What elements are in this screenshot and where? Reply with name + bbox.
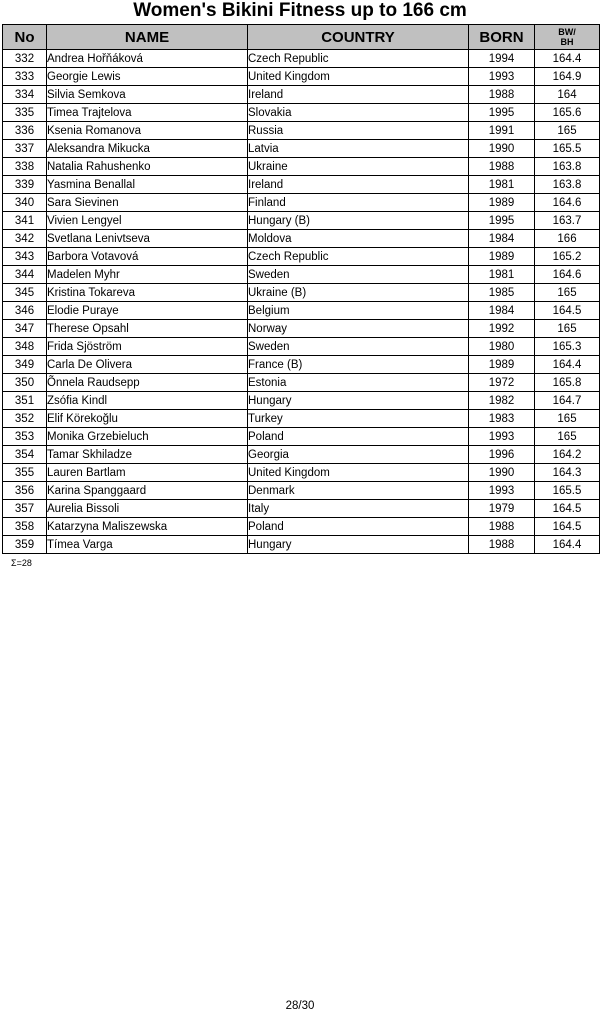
cell-born: 1989 xyxy=(469,248,535,266)
cell-no: 358 xyxy=(3,518,47,536)
cell-country: Sweden xyxy=(248,266,469,284)
cell-bw-bh: 165 xyxy=(535,284,600,302)
cell-bw-bh: 164.7 xyxy=(535,392,600,410)
cell-born: 1982 xyxy=(469,392,535,410)
cell-born: 1992 xyxy=(469,320,535,338)
cell-name: Andrea Hořňáková xyxy=(47,50,248,68)
table-header xyxy=(3,25,600,50)
cell-no: 352 xyxy=(3,410,47,428)
header-country: COUNTRY xyxy=(248,25,469,50)
header-name: NAME xyxy=(47,25,248,50)
cell-country: Sweden xyxy=(248,338,469,356)
cell-born: 1995 xyxy=(469,212,535,230)
cell-no: 356 xyxy=(3,482,47,500)
cell-born: 1989 xyxy=(469,194,535,212)
cell-country: Denmark xyxy=(248,482,469,500)
competitor-table xyxy=(2,24,600,554)
cell-no: 336 xyxy=(3,122,47,140)
table-row xyxy=(3,464,600,482)
table-row xyxy=(3,68,600,86)
cell-country: Moldova xyxy=(248,230,469,248)
cell-country: Ireland xyxy=(248,86,469,104)
header-bw-bottom: BH xyxy=(560,37,574,47)
table-row xyxy=(3,140,600,158)
cell-no: 349 xyxy=(3,356,47,374)
cell-bw-bh: 164.4 xyxy=(535,50,600,68)
total-count: Σ=28 xyxy=(11,558,32,568)
cell-bw-bh: 165.2 xyxy=(535,248,600,266)
cell-name: Yasmina Benallal xyxy=(47,176,248,194)
cell-bw-bh: 165 xyxy=(535,410,600,428)
cell-country: Estonia xyxy=(248,374,469,392)
table-body xyxy=(3,50,600,554)
cell-bw-bh: 166 xyxy=(535,230,600,248)
header-born: BORN xyxy=(469,25,535,50)
cell-bw-bh: 164.2 xyxy=(535,446,600,464)
page-number: 28/30 xyxy=(285,1000,315,1012)
cell-born: 1988 xyxy=(469,518,535,536)
cell-no: 339 xyxy=(3,176,47,194)
cell-born: 1990 xyxy=(469,140,535,158)
cell-no: 350 xyxy=(3,374,47,392)
cell-bw-bh: 165.3 xyxy=(535,338,600,356)
header-no: No xyxy=(3,25,47,50)
cell-name: Sara Sievinen xyxy=(47,194,248,212)
cell-country: Poland xyxy=(248,518,469,536)
cell-bw-bh: 165.8 xyxy=(535,374,600,392)
header-bw-top: BW/ xyxy=(558,27,576,37)
cell-born: 1995 xyxy=(469,104,535,122)
cell-no: 344 xyxy=(3,266,47,284)
cell-name: Monika Grzebieluch xyxy=(47,428,248,446)
table-row xyxy=(3,320,600,338)
table-row xyxy=(3,446,600,464)
table-row xyxy=(3,374,600,392)
cell-country: Poland xyxy=(248,428,469,446)
cell-no: 355 xyxy=(3,464,47,482)
cell-bw-bh: 164.9 xyxy=(535,68,600,86)
cell-name: Ksenia Romanova xyxy=(47,122,248,140)
cell-bw-bh: 164.4 xyxy=(535,536,600,554)
cell-born: 1979 xyxy=(469,500,535,518)
table-row xyxy=(3,410,600,428)
table-row xyxy=(3,230,600,248)
cell-no: 346 xyxy=(3,302,47,320)
cell-born: 1993 xyxy=(469,68,535,86)
cell-name: Natalia Rahushenko xyxy=(47,158,248,176)
cell-name: Tímea Varga xyxy=(47,536,248,554)
cell-country: Georgia xyxy=(248,446,469,464)
table-row xyxy=(3,212,600,230)
cell-country: Czech Republic xyxy=(248,248,469,266)
cell-name: Silvia Semkova xyxy=(47,86,248,104)
cell-country: Hungary (B) xyxy=(248,212,469,230)
cell-country: Latvia xyxy=(248,140,469,158)
cell-name: Lauren Bartlam xyxy=(47,464,248,482)
cell-name: Georgie Lewis xyxy=(47,68,248,86)
cell-no: 342 xyxy=(3,230,47,248)
cell-no: 345 xyxy=(3,284,47,302)
table-row xyxy=(3,266,600,284)
cell-name: Zsófia Kindl xyxy=(47,392,248,410)
cell-name: Madelen Myhr xyxy=(47,266,248,284)
cell-name: Timea Trajtelova xyxy=(47,104,248,122)
table-row xyxy=(3,284,600,302)
cell-bw-bh: 164.5 xyxy=(535,500,600,518)
cell-bw-bh: 164 xyxy=(535,86,600,104)
table-row xyxy=(3,536,600,554)
table-row xyxy=(3,158,600,176)
cell-name: Kristina Tokareva xyxy=(47,284,248,302)
cell-bw-bh: 164.6 xyxy=(535,194,600,212)
cell-country: United Kingdom xyxy=(248,68,469,86)
cell-name: Barbora Votavová xyxy=(47,248,248,266)
table-row xyxy=(3,50,600,68)
cell-country: Ukraine xyxy=(248,158,469,176)
cell-no: 357 xyxy=(3,500,47,518)
cell-name: Svetlana Lenivtseva xyxy=(47,230,248,248)
cell-bw-bh: 163.8 xyxy=(535,176,600,194)
cell-born: 1985 xyxy=(469,284,535,302)
table-row xyxy=(3,482,600,500)
cell-born: 1972 xyxy=(469,374,535,392)
header-row xyxy=(3,25,600,50)
cell-no: 337 xyxy=(3,140,47,158)
cell-born: 1983 xyxy=(469,410,535,428)
table-row xyxy=(3,194,600,212)
cell-born: 1981 xyxy=(469,176,535,194)
page-title: Women's Bikini Fitness up to 166 cm xyxy=(133,0,467,21)
table-row xyxy=(3,176,600,194)
cell-country: Ukraine (B) xyxy=(248,284,469,302)
cell-bw-bh: 163.7 xyxy=(535,212,600,230)
cell-name: Vivien Lengyel xyxy=(47,212,248,230)
cell-bw-bh: 165.6 xyxy=(535,104,600,122)
cell-country: Ireland xyxy=(248,176,469,194)
cell-no: 359 xyxy=(3,536,47,554)
cell-bw-bh: 165.5 xyxy=(535,482,600,500)
cell-bw-bh: 165 xyxy=(535,122,600,140)
cell-name: Katarzyna Maliszewska xyxy=(47,518,248,536)
table-row xyxy=(3,500,600,518)
cell-country: Belgium xyxy=(248,302,469,320)
cell-name: Elodie Puraye xyxy=(47,302,248,320)
cell-no: 340 xyxy=(3,194,47,212)
cell-born: 1988 xyxy=(469,86,535,104)
cell-country: Russia xyxy=(248,122,469,140)
cell-born: 1984 xyxy=(469,302,535,320)
cell-no: 333 xyxy=(3,68,47,86)
cell-no: 334 xyxy=(3,86,47,104)
cell-no: 348 xyxy=(3,338,47,356)
table-row xyxy=(3,428,600,446)
cell-name: Tamar Skhiladze xyxy=(47,446,248,464)
table-row xyxy=(3,392,600,410)
table-row xyxy=(3,302,600,320)
cell-name: Karina Spanggaard xyxy=(47,482,248,500)
cell-bw-bh: 165 xyxy=(535,320,600,338)
table-row xyxy=(3,86,600,104)
cell-name: Frida Sjöström xyxy=(47,338,248,356)
table-row xyxy=(3,104,600,122)
table-row xyxy=(3,518,600,536)
cell-country: Hungary xyxy=(248,536,469,554)
cell-name: Elif Körekoğlu xyxy=(47,410,248,428)
table-row xyxy=(3,248,600,266)
cell-bw-bh: 164.3 xyxy=(535,464,600,482)
cell-name: Aleksandra Mikucka xyxy=(47,140,248,158)
cell-no: 343 xyxy=(3,248,47,266)
cell-bw-bh: 165 xyxy=(535,428,600,446)
cell-country: Turkey xyxy=(248,410,469,428)
cell-country: Slovakia xyxy=(248,104,469,122)
cell-born: 1981 xyxy=(469,266,535,284)
cell-bw-bh: 165.5 xyxy=(535,140,600,158)
cell-country: Hungary xyxy=(248,392,469,410)
cell-bw-bh: 164.5 xyxy=(535,302,600,320)
cell-name: Õnnela Raudsepp xyxy=(47,374,248,392)
cell-no: 351 xyxy=(3,392,47,410)
cell-no: 347 xyxy=(3,320,47,338)
cell-bw-bh: 164.5 xyxy=(535,518,600,536)
cell-born: 1991 xyxy=(469,122,535,140)
cell-born: 1993 xyxy=(469,482,535,500)
cell-country: France (B) xyxy=(248,356,469,374)
cell-no: 354 xyxy=(3,446,47,464)
cell-country: Czech Republic xyxy=(248,50,469,68)
cell-country: Italy xyxy=(248,500,469,518)
cell-born: 1993 xyxy=(469,428,535,446)
cell-no: 341 xyxy=(3,212,47,230)
cell-bw-bh: 164.4 xyxy=(535,356,600,374)
cell-born: 1994 xyxy=(469,50,535,68)
cell-born: 1996 xyxy=(469,446,535,464)
cell-name: Carla De Olivera xyxy=(47,356,248,374)
cell-no: 332 xyxy=(3,50,47,68)
table-row xyxy=(3,356,600,374)
cell-born: 1984 xyxy=(469,230,535,248)
table-row xyxy=(3,338,600,356)
cell-name: Aurelia Bissoli xyxy=(47,500,248,518)
cell-no: 353 xyxy=(3,428,47,446)
cell-country: Finland xyxy=(248,194,469,212)
cell-born: 1990 xyxy=(469,464,535,482)
header-bw-bh xyxy=(535,25,600,50)
cell-country: United Kingdom xyxy=(248,464,469,482)
cell-born: 1988 xyxy=(469,158,535,176)
cell-no: 338 xyxy=(3,158,47,176)
cell-no: 335 xyxy=(3,104,47,122)
cell-born: 1980 xyxy=(469,338,535,356)
cell-bw-bh: 163.8 xyxy=(535,158,600,176)
cell-bw-bh: 164.6 xyxy=(535,266,600,284)
cell-born: 1988 xyxy=(469,536,535,554)
cell-country: Norway xyxy=(248,320,469,338)
cell-name: Therese Opsahl xyxy=(47,320,248,338)
table-row xyxy=(3,122,600,140)
cell-born: 1989 xyxy=(469,356,535,374)
